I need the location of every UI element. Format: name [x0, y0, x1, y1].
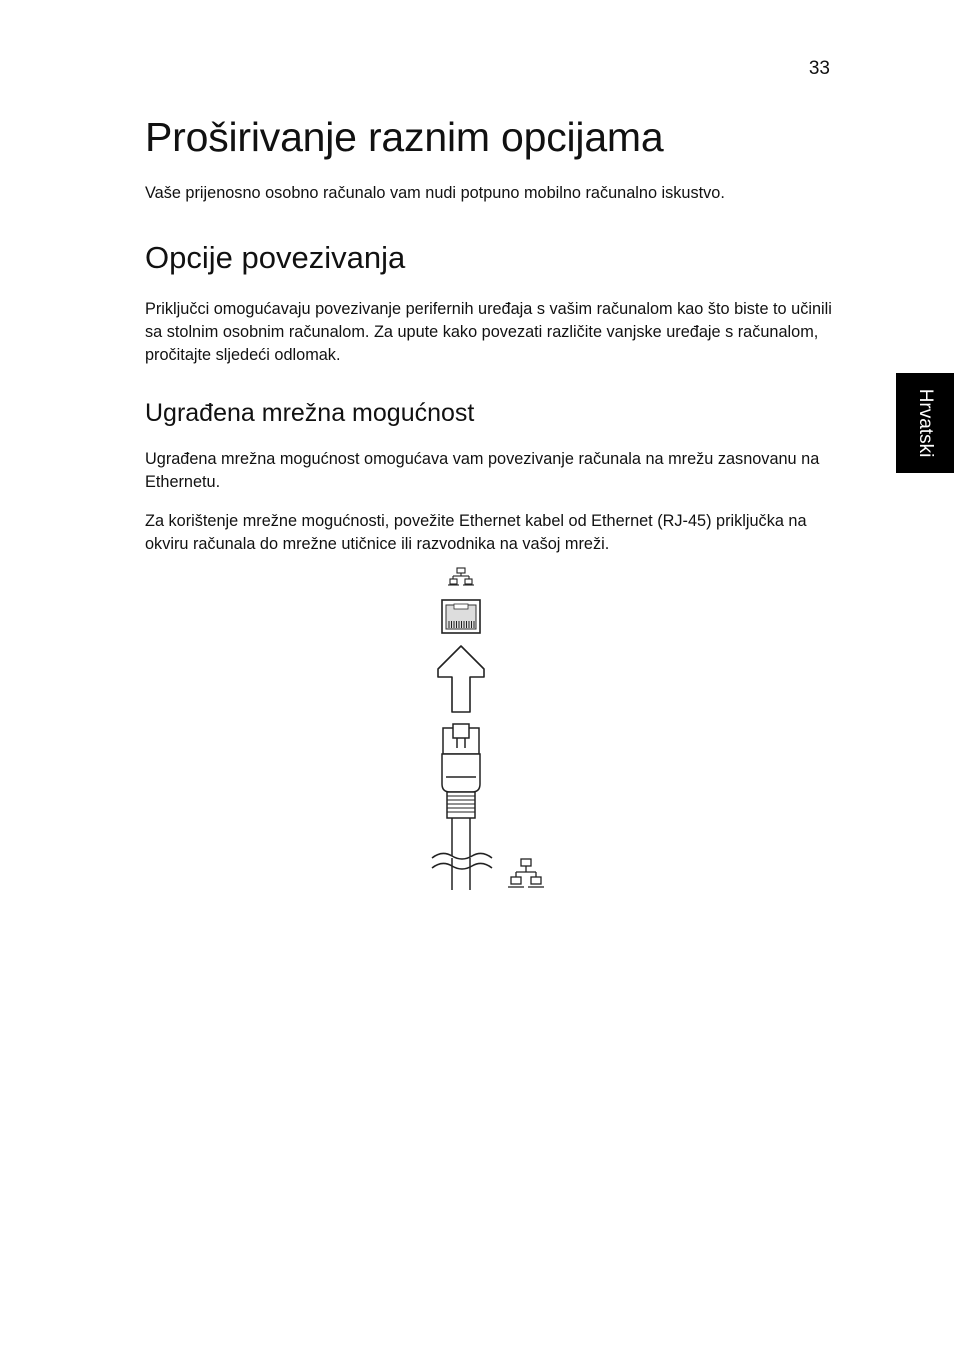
rj45-port-icon	[442, 600, 480, 633]
rj45-plug-icon	[442, 724, 480, 818]
subsection-paragraph-2: Za korištenje mrežne mogućnosti, povežite Ethernet kabel od Ethernet (RJ-45) priključka na okviru računala do mrežne utičnice ili razvodnika na vašoj mreži.	[145, 512, 807, 553]
page-number: 33	[808, 58, 830, 79]
up-arrow-icon	[438, 646, 484, 712]
cable-icon	[432, 818, 492, 890]
section-paragraph: Priključci omogućavaju povezivanje perifernih uređaja s vašim računalom kao što biste to učinili sa stolnim osobnim računalom. Za upute kako povezati različite vanjske uređaje s računalom, pročitajte sljedeći odlomak.	[145, 300, 832, 364]
network-icon	[508, 859, 544, 887]
intro-paragraph: Vaše prijenosno osobno računalo vam nudi potpuno mobilno računalno iskustvo.	[145, 184, 725, 202]
language-label: Hrvatski	[915, 388, 936, 458]
subsection-heading: Ugrađena mrežna mogućnost	[145, 399, 475, 427]
section-heading: Opcije povezivanja	[145, 240, 406, 275]
page-title: Proširivanje raznim opcijama	[145, 114, 664, 160]
language-side-tab	[896, 373, 954, 473]
network-icon	[448, 568, 474, 585]
ethernet-illustration	[420, 562, 560, 897]
ethernet-connection-figure	[420, 562, 560, 897]
subsection-paragraph-1: Ugrađena mrežna mogućnost omogućava vam povezivanje računala na mrežu zasnovanu na Ethernetu.	[145, 450, 820, 491]
